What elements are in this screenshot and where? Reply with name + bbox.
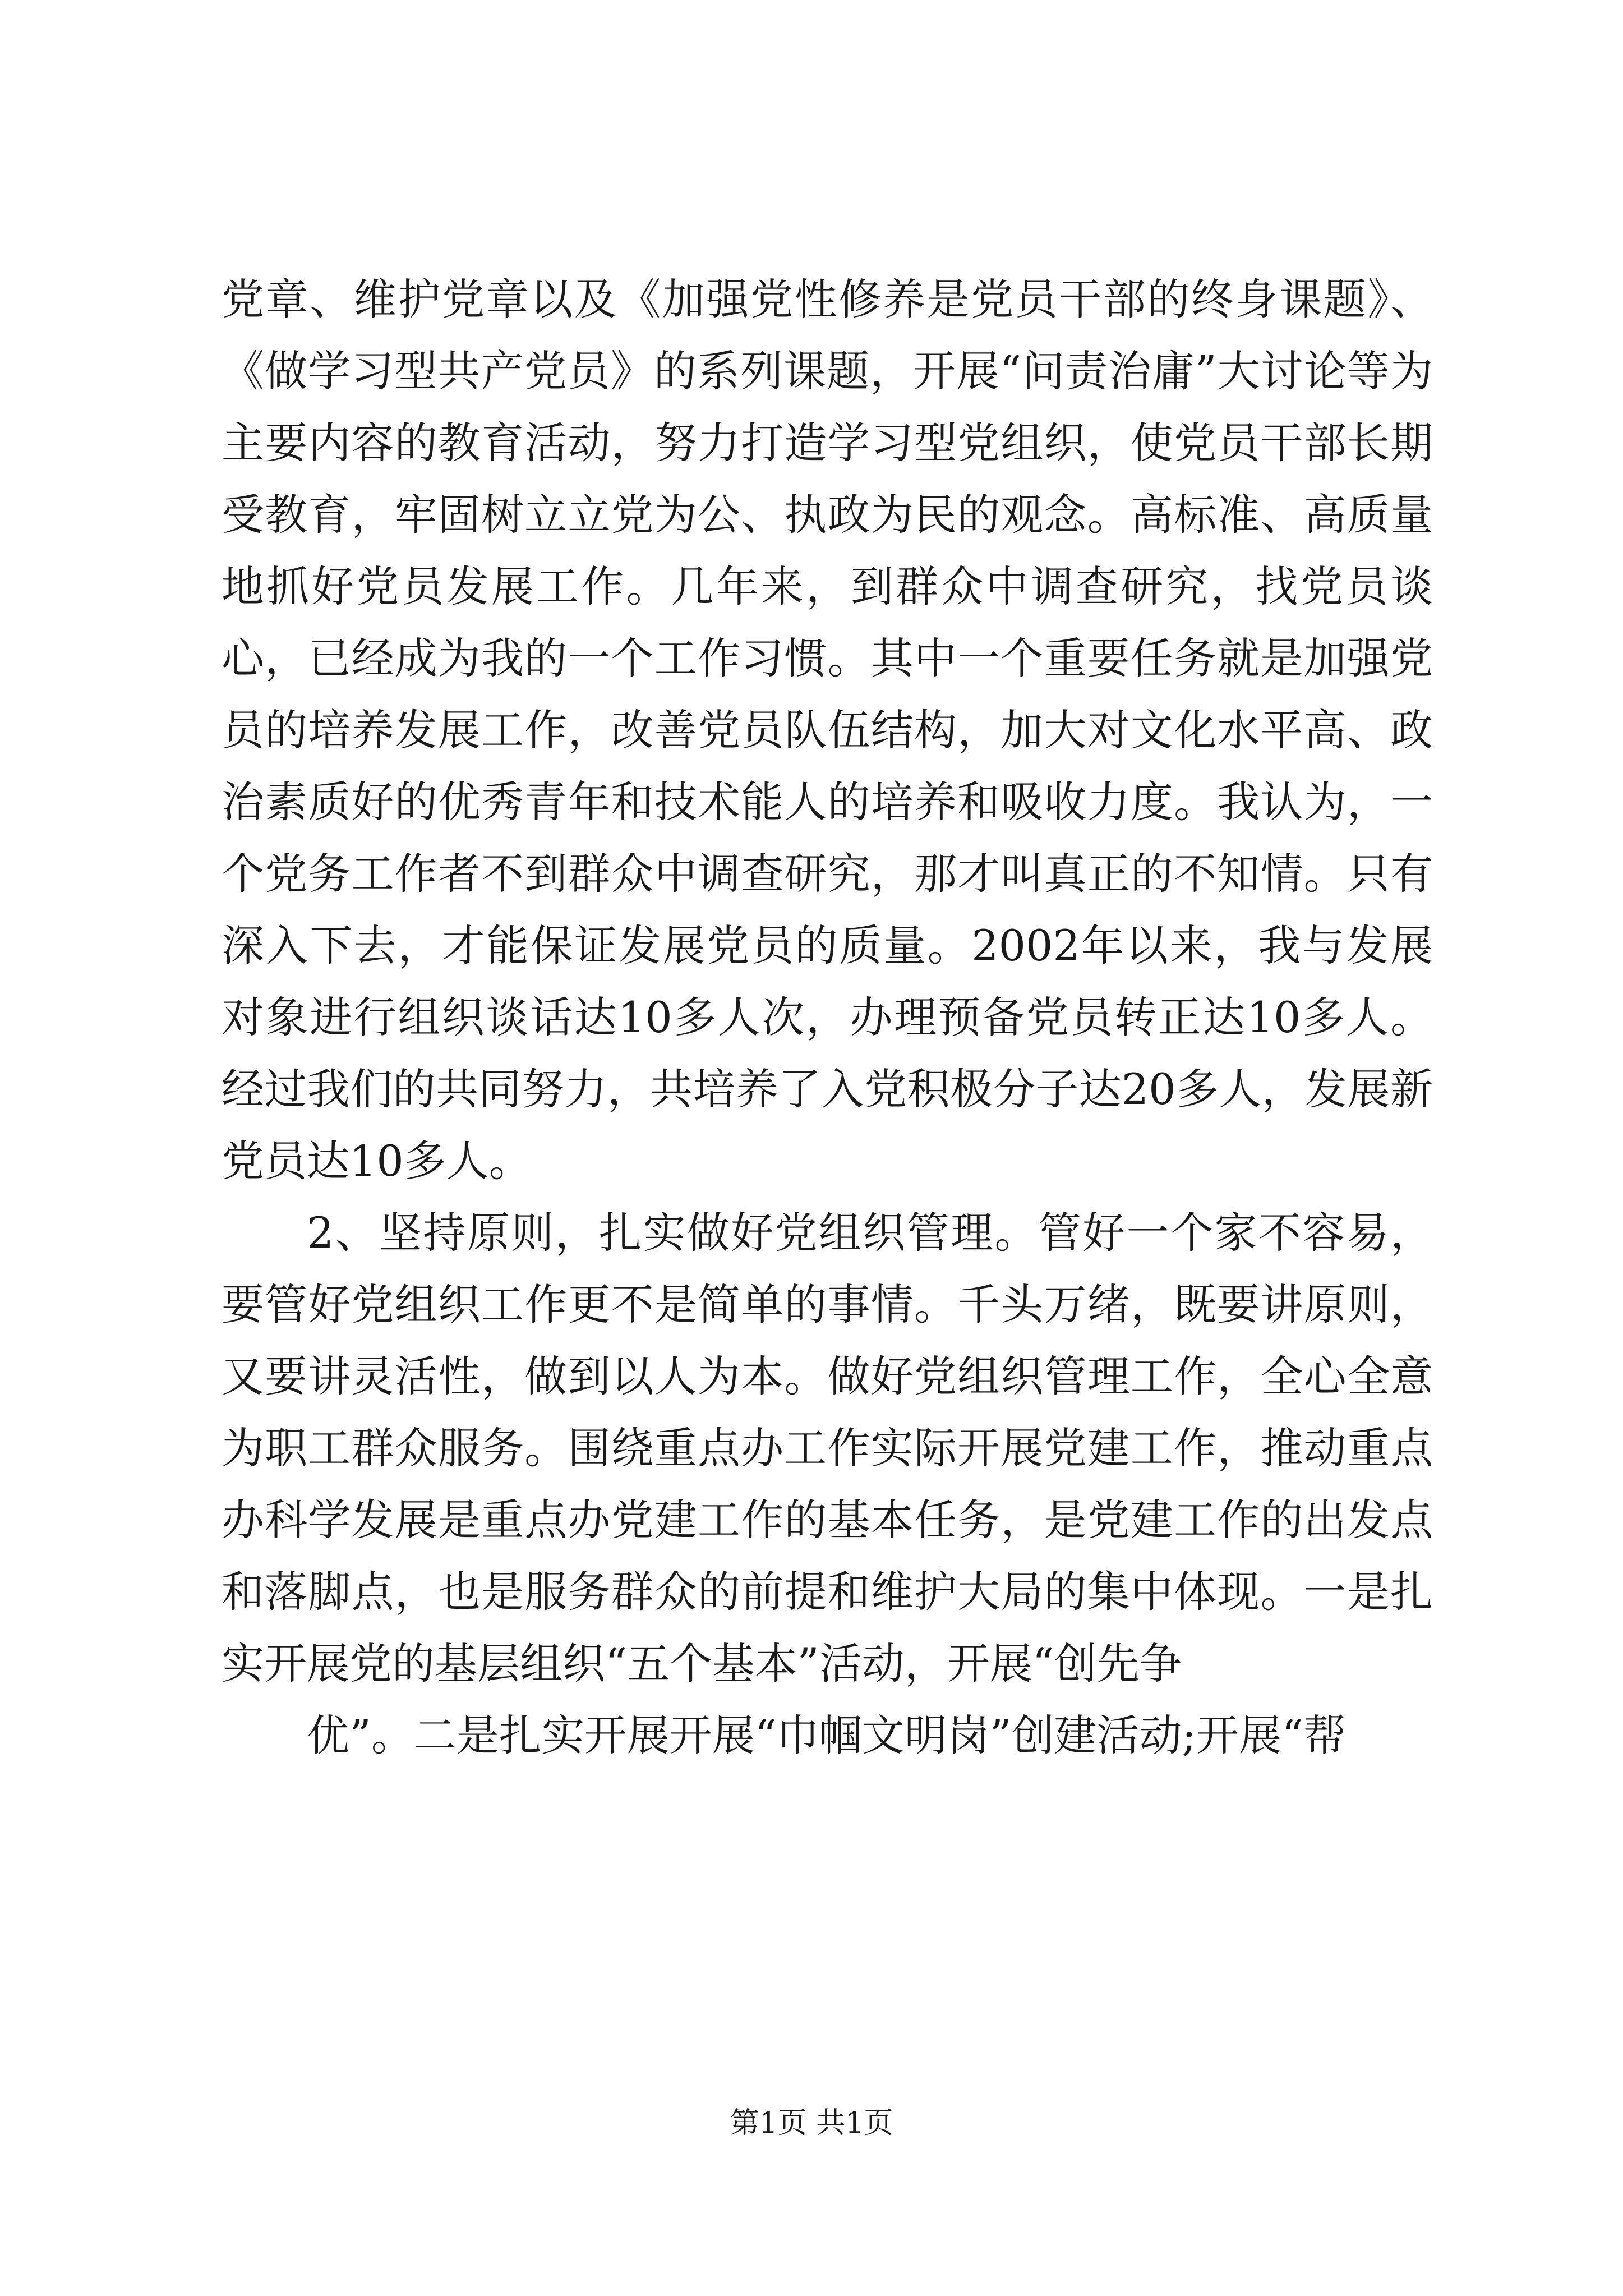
page-number-footer: 第1页 共1页	[730, 2106, 893, 2140]
paragraph-party-organization-management: 2、坚持原则，扎实做好党组织管理。管好一个家不容易，要管好党组织工作更不是简单的事情。千头万绪，既要讲原则，又要讲灵活性，做到以人为本。做好党组织管理工作，全心全意为职工群众服务。围绕重点办工作实际开展党建工作，推动重点办科学发展是重点办党建工作的基本任务，是党建工作的出发点和落脚点，也是服务群众的前提和维护大局的集中体现。一是扎实开展党的基层组织“五个基本”活动，开展“创先争	[222, 1208, 1433, 1688]
document-body	[222, 264, 1433, 1772]
paragraph-continued-activities: 优”。二是扎实开展开展“巾帼文明岗”创建活动;开展“帮	[307, 1710, 1347, 1760]
paragraph-party-member-development: 党章、维护党章以及《加强党性修养是党员干部的终身课题》、《做学习型共产党员》的系列课题，开展“问责治庸”大讨论等为主要内容的教育活动，努力打造学习型党组织，使党员干部长期受教育，牢固树立立党为公、执政为民的观念。高标准、高质量地抓好党员发展工作。几年来，到群众中调查研究，找党员谈心，已经成为我的一个工作习惯。其中一个重要任务就是加强党员的培养发展工作，改善党员队伍结构，加大对文化水平高、政治素质好的优秀青年和技术能人的培养和吸收力度。我认为，一个党务工作者不到群众中调查研究，那才叫真正的不知情。只有深入下去，才能保证发展党员的质量。2002年以来，我与发展对象进行组织谈话达10多人次，办理预备党员转正达10多人。经过我们的共同努力，共培养了入党积极分子达20多人，发展新党员达10多人。	[222, 274, 1433, 1186]
